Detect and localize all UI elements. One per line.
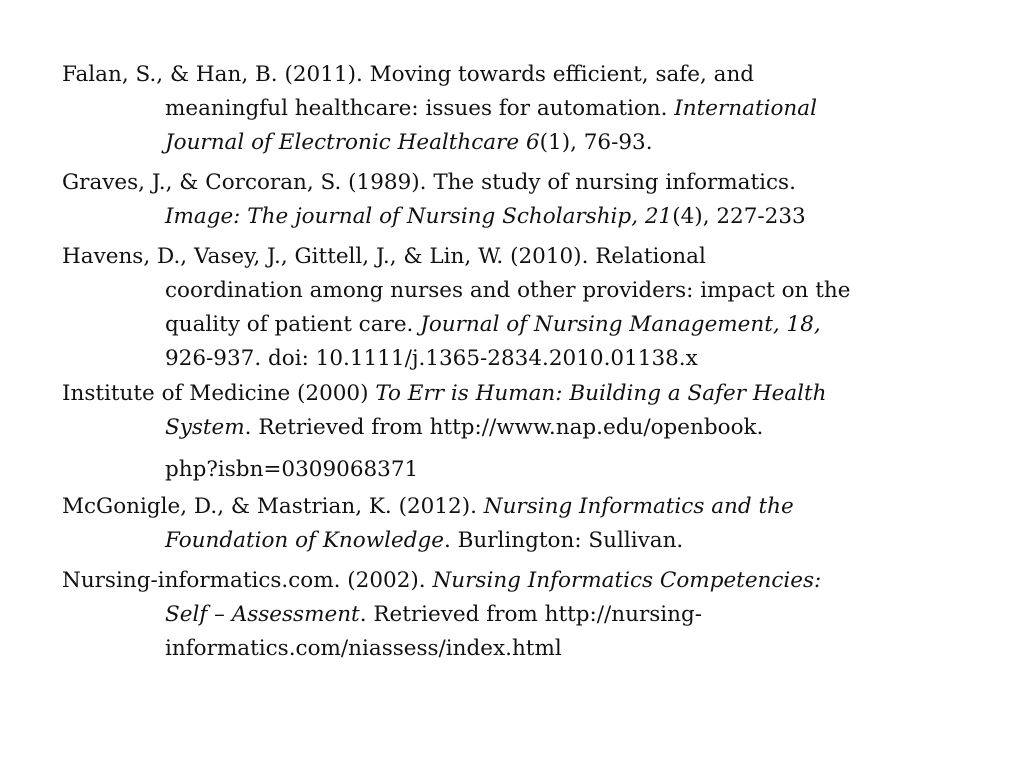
reference-text: (1), 76-93. [539,130,653,155]
reference-book-title: To Err is Human: Building a Safer Health [375,381,827,406]
reference-text: Havens, D., Vasey, J., Gittell, J., & Lin, W. (2010). Relational [62,244,706,269]
reference-line [165,308,821,342]
reference-book-title: Foundation of Knowledge [165,528,444,553]
reference-title: Nursing Informatics Competencies: [432,568,822,593]
reference-line [62,564,821,598]
reference-line [62,58,754,92]
reference-line [165,524,683,558]
reference-journal-title: International [674,96,817,121]
reference-line [165,632,562,666]
reference-book-title: System [165,415,245,440]
reference-text: Institute of Medicine (2000) [62,381,376,406]
reference-text: informatics.com/niassess/index.html [165,636,562,661]
reference-title: Self – Assessment [165,602,360,627]
reference-text: meaningful healthcare: issues for automation. [165,96,675,121]
reference-text: Graves, J., & Corcoran, S. (1989). The study of nursing informatics. [62,170,796,195]
reference-line [165,411,763,445]
reference-line [165,92,817,126]
reference-book-title: Nursing Informatics and the [483,494,794,519]
reference-line [165,598,702,632]
reference-journal-title: Image: The journal of Nursing Scholarship, 21 [165,204,673,229]
reference-text: coordination among nurses and other providers: impact on the [165,278,851,303]
reference-text: php?isbn=0309068371 [165,457,419,482]
reference-text: . Retrieved from http://www.nap.edu/openbook. [244,415,764,440]
reference-text: (4), 227-233 [672,204,806,229]
reference-line [165,453,418,487]
reference-text: . Burlington: Sullivan. [443,528,684,553]
reference-line [165,200,806,234]
reference-line [62,490,794,524]
reference-line [62,166,796,200]
reference-line [62,240,706,274]
reference-line [165,126,653,160]
reference-line [165,342,698,376]
reference-journal-title: Journal of Electronic Healthcare 6 [165,130,540,155]
reference-text: 926-937. doi: 10.1111/j.1365-2834.2010.01138.x [165,346,698,371]
reference-line [62,377,826,411]
reference-line [165,274,850,308]
reference-journal-title: Journal of Nursing Management, 18, [420,312,821,337]
reference-text: Falan, S., & Han, B. (2011). Moving towards efficient, safe, and [62,62,755,87]
reference-text: quality of patient care. [165,312,421,337]
reference-text: Nursing-informatics.com. (2002). [62,568,433,593]
reference-text: McGonigle, D., & Mastrian, K. (2012). [62,494,484,519]
reference-text: . Retrieved from http://nursing- [359,602,703,627]
